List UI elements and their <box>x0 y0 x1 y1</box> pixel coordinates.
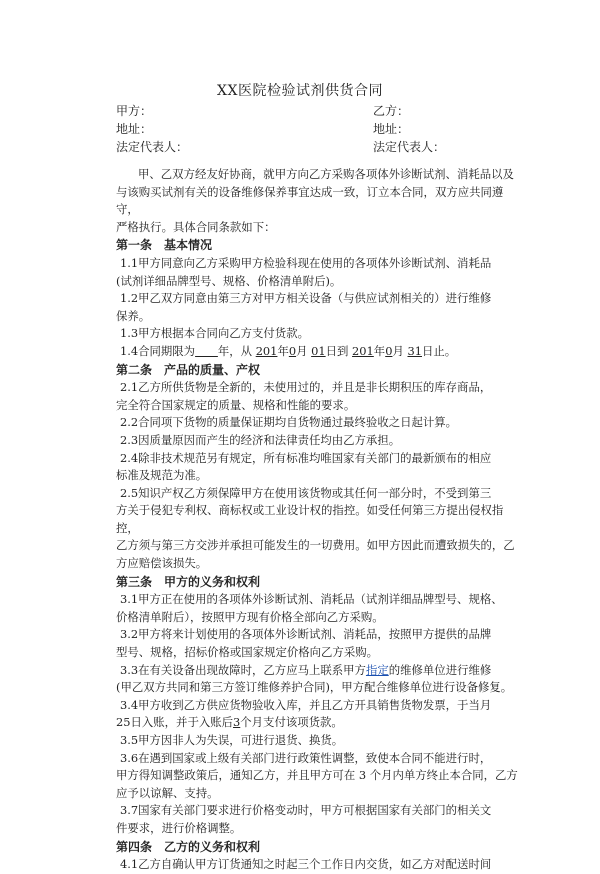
article-1-heading: 第一条 基本情况 <box>116 238 213 253</box>
party-a-rep-label: 法定代表人： <box>116 140 189 154</box>
clause-2-1: 2.1乙方所供货物是全新的，未使用过的，并且是非长期积压的库存商品， 完全符合国家规定的质量、规格和性能的要求。 <box>116 380 492 412</box>
clause-1-3: 1.3甲方根据本合同向乙方支付货款。 <box>120 326 309 341</box>
payment-months: 3 <box>233 715 241 730</box>
end-day: 31 <box>407 343 422 358</box>
party-b-address-label: 地址： <box>373 122 410 136</box>
end-month: 0 <box>385 343 393 358</box>
party-b-name-label: 乙方： <box>373 104 410 118</box>
start-year: 201 <box>255 343 278 358</box>
clause-4-1: 4.1乙方自确认甲方订货通知之时起三个工作日内交货，如乙方对配送时间 <box>120 857 492 872</box>
party-a-address-label: 地址： <box>116 122 153 136</box>
start-day: 01 <box>311 343 326 358</box>
intro-line: 与该购买试剂有关的设备维修保养事宜达成一致，订立本合同，双方应共同遵守， <box>116 184 504 217</box>
clause-3-6: 3.6在遇到国家或上级有关部门进行政策性调整，致使本合同不能进行时， 甲方得知调整政策后，通知乙方，并且甲方可在 3 个月内单方终止本合同，乙方 应予以谅解、支持。 <box>116 750 518 800</box>
clause-3-7: 3.7国家有关部门要求进行价格变动时，甲方可根据国家有关部门的相关文 件要求，进行价格调整。 <box>116 803 492 835</box>
intro-line: 严格执行。具体合同条款如下： <box>116 219 276 234</box>
article-2-heading: 第二条 产品的质量、产权 <box>116 362 261 377</box>
clause-3-1: 3.1甲方正在使用的各项体外诊断试剂、消耗品（试剂详细品牌型号、规格、 价格清单附后），按照甲方现有价格全部向乙方采购。 <box>116 592 503 624</box>
clause-2-5: 2.5知识产权乙方须保障甲方在使用该货物或其任何一部分时，不受到第三 方关于侵犯专利权、商标权或工业设计权的指控。如受任何第三方提出侵权指控， 乙方须与第三方交涉并承担可能发生的一切费用。如甲方因此而遭致损失的，乙 方应赔偿该损失。 <box>116 485 515 571</box>
clause-1-4: 1.4合同期限为 年，从 201年0月 01日到 201年0月 31日止。 <box>120 343 457 358</box>
clause-3-4: 3.4甲方收到乙方供应货物验收入库，并且乙方开具销售货物发票，于当月 25日入账，并于入账后3个月支付该项货款。 <box>116 697 492 730</box>
party-b-block <box>373 102 445 156</box>
party-b-rep-label: 法定代表人： <box>373 140 446 154</box>
clause-3-2: 3.2甲方将来计划使用的各项体外诊断试剂、消耗品，按照甲方提供的品牌 型号、规格，招标价格或国家规定价格向乙方采购。 <box>116 627 492 660</box>
intro-paragraph <box>116 166 520 236</box>
party-a-name-label: 甲方： <box>116 104 153 118</box>
clause-3-3: 3.3在有关设备出现故障时，乙方应马上联系甲方指定的维修单位进行维修 (甲乙双方共同和第三方签订维修养护合同)，甲方配合维修单位进行设备修复。 <box>116 662 513 695</box>
end-year: 201 <box>352 343 374 358</box>
clause-2-3: 2.3因质量原因而产生的经济和法律责任均由乙方承担。 <box>120 432 401 447</box>
clause-2-2: 2.2合同项下货物的质量保证期均自货物通过最终验收之日起计算。 <box>120 415 458 430</box>
contract-body <box>116 166 520 874</box>
intro-line: 甲、乙双方经友好协商，就甲方向乙方采购各项体外诊断试剂、消耗品以及 <box>138 167 514 181</box>
clause-1-1: 1.1甲方同意向乙方采购甲方检验科现在使用的各项体外诊断试剂、消耗品 (试剂详细品牌型号、规格、价格清单附后)。 <box>116 255 492 288</box>
clause-1-2: 1.2甲乙双方同意由第三方对甲方相关设备（与供应试剂相关的）进行维修 保养。 <box>116 291 492 323</box>
article-4-heading: 第四条 乙方的义务和权利 <box>116 839 261 854</box>
start-month: 0 <box>288 343 297 358</box>
contract-title: XX医院检验试剂供货合同 <box>217 83 383 99</box>
article-3-heading: 第三条 甲方的义务和权利 <box>116 574 261 589</box>
designated-link[interactable]: 指定 <box>365 662 389 677</box>
term-years-blank <box>195 344 218 358</box>
party-a-block <box>116 102 188 156</box>
clause-3-5: 3.5甲方因非人为失误，可进行退货、换货。 <box>120 733 344 747</box>
clause-2-4: 2.4除非技术规范另有规定，所有标准均唯国家有关部门的最新颁布的相应 标准及规范为准。 <box>116 450 492 483</box>
